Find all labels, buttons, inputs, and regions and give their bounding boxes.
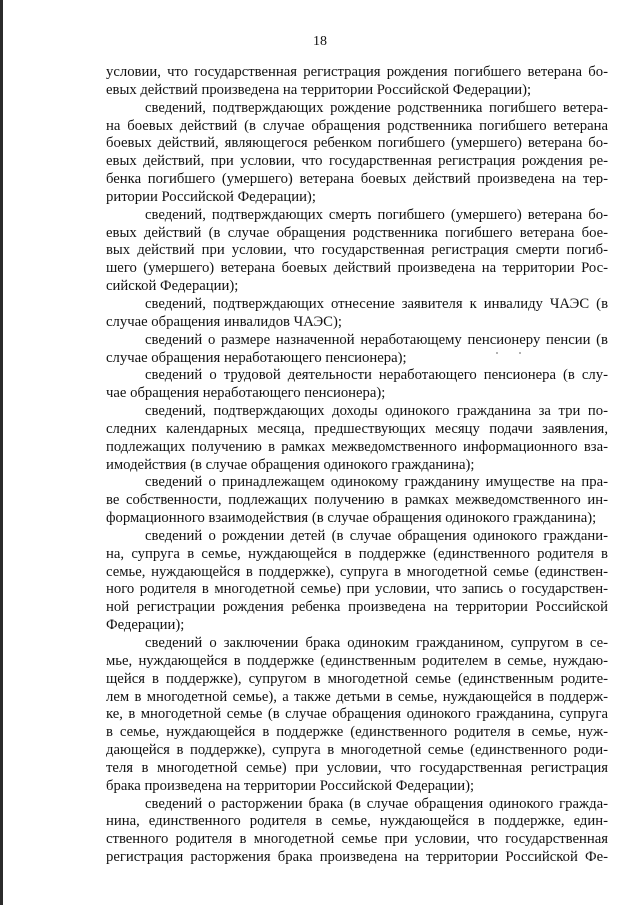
text-line: имодействия (в случае обращения одинокого гражданина);: [106, 456, 475, 473]
text-line: ве собственности, подлежащих получению в рамках межведомственного ин-: [106, 492, 608, 509]
text-line: нина, единственного родителя в семье, нуждающейся в поддержке, един-: [106, 813, 608, 830]
text-line: дающейся в поддержке), супруга в многодетной семье (единственного роди-: [106, 742, 608, 759]
text-line: сведений, подтверждающих смерть погибшего (умершего) ветерана бо-: [145, 206, 608, 223]
scan-speck: [519, 352, 521, 354]
document-body: [106, 64, 608, 867]
text-line: сведений, подтверждающих рождение родственника погибшего ветера-: [145, 99, 608, 116]
text-line: щейся в поддержке), супругом в многодетной семье (единственным родите-: [106, 670, 608, 687]
text-line: сведений о принадлежащем одинокому гражданину имуществе на пра-: [145, 474, 608, 491]
text-line: условии, что государственная регистрация рождения погибшего ветерана бо-: [106, 64, 608, 80]
text-line: случае обращения инвалидов ЧАЭС);: [106, 313, 342, 330]
text-line: ке, в многодетной семье (в случае обращения одинокого гражданина, супруга: [106, 706, 608, 723]
scan-speck: [496, 352, 498, 354]
text-line: сведений о рождении детей (в случае обращения одинокого граждани-: [145, 527, 608, 544]
text-line: сведений о расторжении брака (в случае обращения одинокого гражда-: [145, 795, 608, 812]
text-line: ной регистрации рождения ребенка произведена на территории Российской: [106, 599, 608, 616]
text-line: боевых действий, являющегося ребенком погибшего (умершего) ветерана бо-: [106, 135, 608, 152]
text-line: ритории Российской Федерации);: [106, 188, 316, 205]
text-line: семье, нуждающейся в поддержке), супруга в многодетной семье (единствен-: [106, 563, 608, 580]
text-line: евых действий, при условии, что государственная регистрация рождения ре-: [106, 153, 608, 170]
text-line: сведений о заключении брака одиноким гражданином, супругом в се-: [145, 635, 608, 651]
text-line: сведений о размере назначенной неработающему пенсионеру пенсии (в: [145, 331, 608, 348]
scan-edge-shadow: [0, 0, 3, 905]
text-line: шего (умершего) ветерана боевых действий произведена на территории Рос-: [106, 260, 608, 277]
text-line: случае обращения неработающего пенсионера);: [106, 349, 407, 366]
text-line: формационного взаимодействия (в случае обращения одинокого гражданина);: [106, 510, 597, 527]
text-line: Федерации);: [106, 617, 185, 634]
text-line: подлежащих получению в рамках межведомственного информационного вза-: [106, 438, 608, 455]
text-line: мье, нуждающейся в поддержке (единственным родителем в семье, нуждаю-: [106, 652, 608, 669]
text-line: евых действий (в случае обращения родственника погибшего ветерана бое-: [106, 224, 608, 241]
text-line: бенка погибшего (умершего) ветерана боевых действий произведена на тер-: [106, 171, 608, 188]
text-line: в семье, нуждающейся в поддержке (единственного родителя в семье, нуж-: [106, 724, 608, 741]
text-line: вых действий при условии, что государственная регистрация смерти погиб-: [106, 242, 608, 259]
text-line: сведений о трудовой деятельности неработающего пенсионера (в слу-: [145, 367, 608, 384]
text-line: сведений, подтверждающих доходы одинокого гражданина за три по-: [145, 403, 608, 420]
text-line: на боевых действий (в случае обращения родственника погибшего ветерана: [106, 117, 608, 134]
text-line: сведений, подтверждающих отнесение заявителя к инвалиду ЧАЭС (в: [145, 295, 608, 312]
text-line: ственного родителя в многодетной семье при условии, что государственная: [106, 831, 608, 848]
text-line: чае обращения неработающего пенсионера);: [106, 385, 386, 402]
text-line: следних календарных месяца, предшествующих месяцу подачи заявления,: [106, 420, 608, 437]
text-line: регистрация расторжения брака произведена на территории Российской Фе-: [106, 849, 608, 866]
text-line: сийской Федерации);: [106, 278, 239, 295]
text-line: теля в многодетной семье) при условии, что государственная регистрация: [106, 759, 608, 776]
page-number: 18: [313, 34, 327, 49]
text-line: евых действий произведена на территории Российской Федерации);: [106, 81, 532, 98]
text-line: брака произведена на территории Российской Федерации);: [106, 777, 475, 794]
text-line: лем в многодетной семье), а также детьми в семье, нуждающейся в поддерж-: [106, 688, 608, 705]
text-line: на, супруга в семье, нуждающейся в поддержке (единственного родителя в: [106, 545, 608, 562]
text-line: ного родителя в многодетной семье) при условии, что запись о государствен-: [106, 581, 608, 598]
